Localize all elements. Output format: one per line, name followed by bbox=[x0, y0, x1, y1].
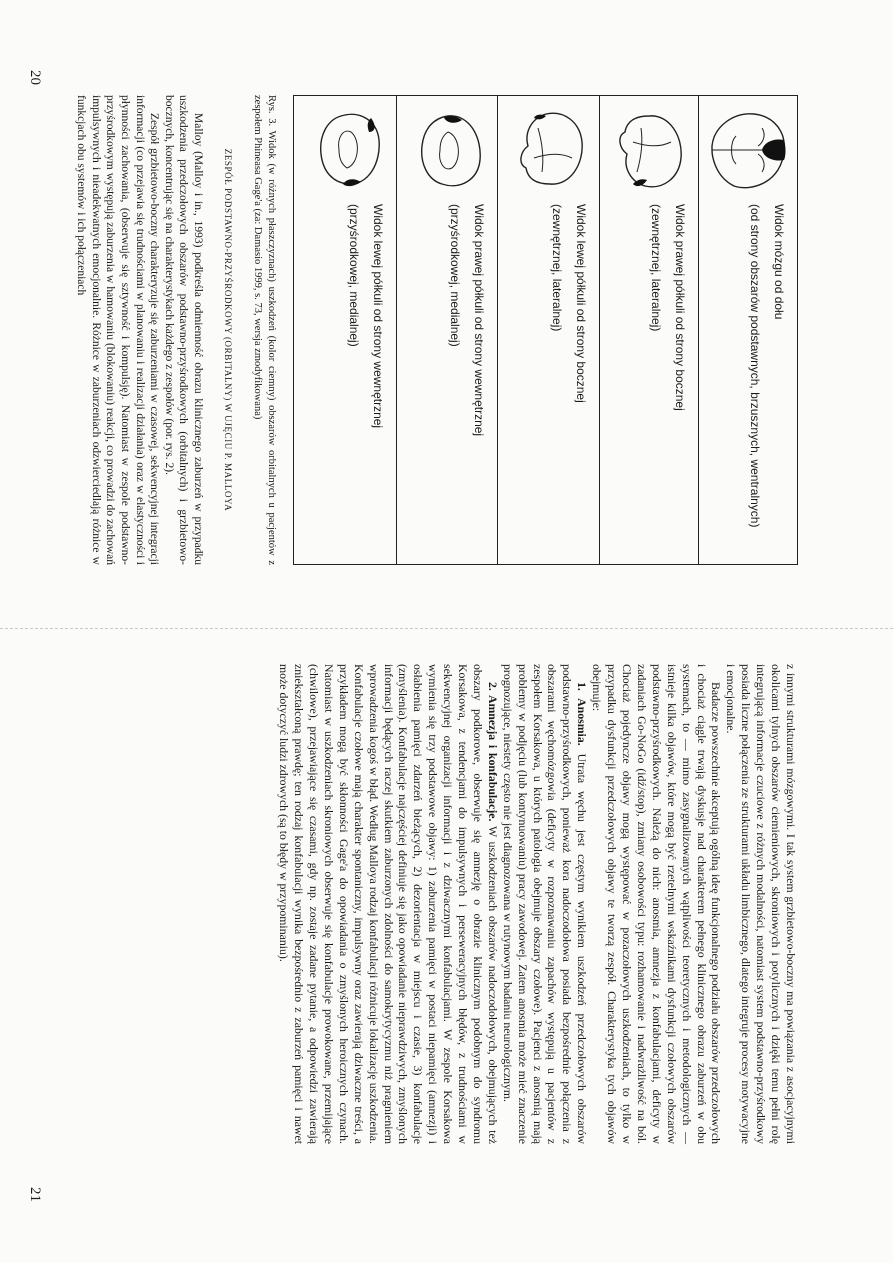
figure-caption: Rys. 3. Widok (w różnych płaszczyznach) uszkodzeń (kolor ciemny) obszarów orbitalnych u pacjentów z zespołem Phineasa Gage'a (za: Damasio 1999, s. 73, wersja zmodyfikowana) bbox=[252, 95, 277, 565]
page-number: 21 bbox=[27, 1187, 43, 1202]
figure-row bbox=[600, 96, 698, 564]
figure-row-text bbox=[443, 198, 497, 436]
figure-row-text bbox=[342, 198, 396, 428]
left-body-text bbox=[74, 95, 205, 565]
page-number: 20 bbox=[27, 70, 43, 85]
paragraph bbox=[276, 664, 500, 1144]
right-hemisphere-lateral-icon bbox=[607, 102, 693, 198]
paragraph: Zespół grzbietowo-boczny charakteryzuje się zaburzeniami w czasowej, sekwencyjnej integracji informacji (co przejawia się trudnościami w planowaniu i realizacji działania) oraz w elastyczności i płynności zachowania, (obserwuje się sztywność i kompulsję). Natomiast w zespole podstawno-przyśrodkowym występują zaburzenia w hamowaniu (blokowaniu) reakcji, co prowadzi do zachowań impulsywnych i nieadekwatnych emocjonalnie. Różnice w zaburzeniach odzwierciedlają różnice w funkcjach obu systemów i ich połączeniach bbox=[75, 95, 161, 565]
right-body-text bbox=[276, 664, 798, 1144]
figure-divider bbox=[698, 96, 699, 564]
figure-row-subtitle: (zewnętrznej, lateralnej) bbox=[649, 204, 663, 332]
paragraph-lead: 1. Anosmia. bbox=[575, 682, 590, 746]
figure-row-title: Widok mózgu od dołu bbox=[772, 204, 786, 320]
paragraph bbox=[500, 664, 589, 1144]
figure-divider bbox=[497, 96, 498, 564]
page-gutter bbox=[0, 628, 893, 630]
right-page bbox=[0, 632, 893, 1263]
right-hemisphere-medial-icon bbox=[406, 102, 492, 198]
figure-row bbox=[498, 96, 599, 564]
figure-row-text bbox=[545, 198, 599, 403]
left-hemisphere-lateral-icon bbox=[508, 102, 594, 198]
figure-row-title: Widok prawej półkuli od strony bocznej bbox=[673, 204, 687, 411]
paragraph-text: Badacze powszechnie akceptują ogólną ideę funkcjonalnego podziału obszarów przedczołowych i chociaż ciągle trwają dyskusje nad charakterem pełnego klinicznego obrazu zaburzeń w obu systemach, to — mimo zasygnalizowanych wątpliwości teoretycznych i metodologicznych — istnieje kilka objawów, które mogą być rzetelnymi wskaźnikami dysfunkcji czołowych obszarów podstawno-przyśrodkowych. Należą do nich: anosmia, amnezja z konfabulacjami, deficyty w zadaniach Go-NoGo (idź/stop), zmiany osobowości typu: rozhamowanie i nadwrażliwość na ból. Chociaż pojedyncze objawy mogą występować w pozaczołowych uszkodzeniach, to tylko w przypadku dysfunkcji przedczołowych objawy te tworzą zespół. Charakterystyka tych objawów obejmuje: bbox=[590, 664, 724, 1144]
figure-row-subtitle: (przyśrodkowej, medialnej) bbox=[347, 204, 361, 347]
paragraph-text: Utrata węchu jest częstym wynikiem uszkodzeń przedczołowych obszarów podstawno-przyśrodkowych, ponieważ kora nadoczodołowa posiada bezpośrednie połączenia z obszarami węchomózgowia (deficyty w rozpoznawaniu zapachów występują u pacjentów z zespołem Korsakowa, u których patologia obejmuje obszary czołowe). Pacjenci z anosmią mają problemy w podjęciu (lub kontynuowaniu) pracy zawodowej. Zatem anosmia może mieć znaczenie prognozujące, niestety często nie jest diagnozowana w rutynowym badaniu neurologicznym. bbox=[500, 664, 590, 1144]
figure-row bbox=[397, 96, 497, 564]
figure-box bbox=[293, 95, 798, 565]
section-header: ZESPÓŁ PODSTAWNO-PRZYŚRODKOWY (ORBITALNY) W UJĘCIU P. MALLOYA bbox=[223, 148, 233, 512]
paragraph bbox=[723, 664, 798, 1144]
paragraph-text: z innymi strukturami mózgowymi. I tak system grzbietowo-boczny ma powiązania z asocjacyjnymi okolicami tylnych obszarów ciemieniowych, skroniowych i potylicznych i dzięki temu pełni rolę integrującą informacje czuciowe z różnych modalności, natomiast system podstawno-przyśrodkowy posiada liczne połączenia ze strukturami układu limbicznego, dlatego integruje procesy motywacyjne i emocjonalne. bbox=[724, 664, 798, 1144]
figure-divider bbox=[396, 96, 397, 564]
paragraph-lead: 2. Amnezja i konfabulacje. bbox=[485, 682, 500, 822]
figure-row bbox=[294, 96, 396, 564]
paragraph: Malloy (Malloy i in., 1993) podkreśla odmienność obrazu klinicznego zaburzeń w przypadku uszkodzenia przedczołowych obszarów podstawno-przyśrodkowych (orbitalnych) i grzbietowo-bocznych, koncentrując się na charakterystykach każdego z zespołów (por. rys. 2). bbox=[162, 95, 204, 565]
left-hemisphere-medial-icon bbox=[305, 102, 391, 198]
figure-row bbox=[699, 96, 797, 564]
figure-row-text bbox=[644, 198, 698, 411]
figure-row-text bbox=[743, 198, 797, 527]
left-page bbox=[0, 0, 893, 628]
figure-divider bbox=[599, 96, 600, 564]
figure-row-subtitle: (od strony obszarów podstawnych, brzusznych, wentralnych) bbox=[748, 204, 762, 528]
figure-row-subtitle: (przyśrodkowej, medialnej) bbox=[448, 204, 462, 347]
brain-bottom-view-icon bbox=[706, 102, 792, 198]
figure-row-title: Widok prawej półkuli od strony wewnętrznej bbox=[472, 204, 486, 437]
figure-row-subtitle: (zewnętrznej, lateralnej) bbox=[550, 204, 564, 332]
figure-row-title: Widok lewej półkuli od strony bocznej bbox=[574, 204, 588, 403]
paragraph bbox=[589, 664, 723, 1144]
figure-row-title: Widok lewej półkuli od strony wewnętrznej bbox=[371, 204, 385, 429]
paragraph-text: W uszkodzeniach obszarów nadoczodołowych, obejmujących też obszary podkorowe, obserwuje się amnezję o obrazie klinicznym podobnym do syndromu Korsakowa, z tendencjami do impulsywnych i perseweracyjnych błędów, z trudnościami w sekwencyjnej organizacji informacji i z dziwacznymi konfabulacjami. W zespole Korsakowa wymienia się trzy podstawowe objawy: 1) zaburzenia pamięci w postaci niepamięci (amnezji) i osłabienia pamięci zdarzeń bieżących, 2) dezorientacja w miejscu i czasie, 3) konfabulacje (zmyślenia). Konfabulacje najczęściej definiuje się jako opowiadanie nieprawdziwych, zmyślonych informacji będących raczej skutkiem zaburzonych zdolności do samokrytycyzmu niż pragnieniem wprowadzenia kogoś w błąd. Według Malloya rodzaj konfabulacji różnicuje lokalizację uszkodzenia. Konfabulacje czołowe mają charakter spontaniczny, impulsywny oraz zawierają dziwaczne treści, a przykładem mogą być skłonności Gage'a do opowiadania o zmyślonych heroicznych czynach. Natomiast w uszkodzeniach skroniowych obserwuje się konfabulacje prowokowane, przemijające (chwilowe), przejawiające się czasami, gdy np. zostaje zadane pytanie, a odpowiedzi zawierają zniekształconą prawdę; ten rodzaj konfabulacji wynika bezpośrednio z zaburzeń pamięci i nawet może dotyczyć ludzi zdrowych (są to błędy w przypominaniu). bbox=[277, 664, 500, 1144]
